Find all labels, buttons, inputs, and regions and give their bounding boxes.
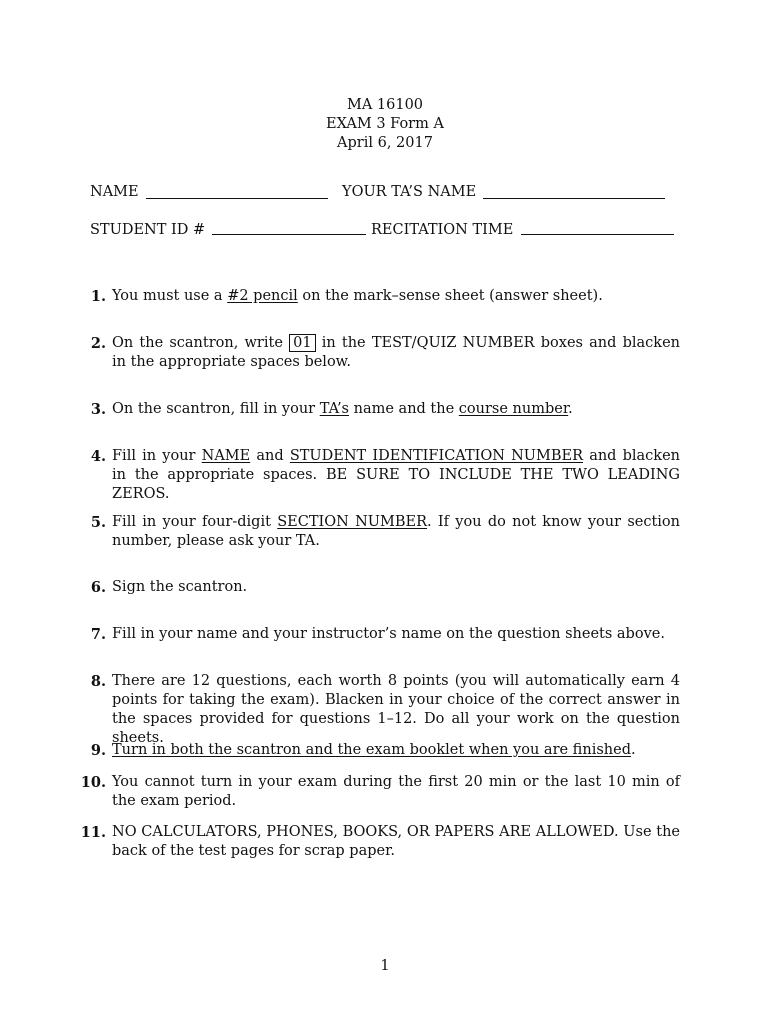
recitation-time-label: RECITATION TIME [371,222,514,238]
exam-cover-page: MA 16100 EXAM 3 Form A April 6, 2017 NAME YOUR TA’S NAME STUDENT ID # RECITATION TIME 1. You must use a #2 pencil on the mark–sense sheet (answer sheet). 2. On the scantron, write 01 in the TEST/QUIZ NUMBER boxes and blacken in the appropriate spaces below. 3. On the scantron, fill in your TA’s name and the course number. 4. Fill in your NAME and STUDENT IDENTIFICATION NUMBER and blacken in the appropriate spaces. BE SURE TO INCLUDE THE TWO LEADING ZEROS. 5. Fill in your four-digit SECTION NUMBER. If you do not know your section number, please ask your TA. 6. Sign the scantron. 7. Fill in your name and your instructor’s name on the question sheets above. 8. There are 12 questions, each worth 8 points (you will automatically earn 4 points for taking the exam). Blacken in your choice of the correct answer in the spaces provided for questions 1–12. Do all your work on the question sheets. 9. Turn in both the scantron and the exam booklet when you are finished. 10. You cannot turn in your exam during the first 20 min or the last 10 min of the exam period. 11. NO CALCULATORS, PHONES, BOOKS, OR PAPERS ARE ALLOWED. Use the back of the test pages for scrap paper. 1 [0,0,770,1024]
recitation-time-blank[interactable] [521,234,674,235]
test-number-box: 01 [289,334,315,352]
ta-name-blank[interactable] [483,198,665,199]
instruction-text: On the scantron, fill in your TA’s name and the course number. [112,401,573,417]
ta-name-label: YOUR TA’S NAME [342,184,477,200]
page-number: 1 [380,958,390,974]
instruction-text: Sign the scantron. [112,579,248,595]
exam-title: EXAM 3 Form A [326,116,444,132]
name-blank[interactable] [146,198,328,199]
instruction-text: NO CALCULATORS, PHONES, BOOKS, OR PAPERS ARE ALLOWED. Use the back of the test pages for scrap paper. [112,824,680,859]
exam-header [0,96,770,153]
course-title: MA 16100 [346,97,424,113]
pencil-emphasis: #2 pencil [227,288,298,304]
name-label: NAME [90,184,139,200]
instruction-text: Turn in both the scantron and the exam booklet when you are finished. [112,742,636,758]
exam-date: April 6, 2017 [337,135,433,151]
instruction-text: On the scantron, write 01 in the TEST/QUIZ NUMBER boxes and blacken in the appropriate spaces below. [112,335,680,370]
instruction-text: Fill in your NAME and STUDENT IDENTIFICATION NUMBER and blacken in the appropriate spaces. BE SURE TO INCLUDE THE TWO LEADING ZEROS. [112,448,681,502]
student-id-blank[interactable] [212,234,366,235]
instruction-text: You cannot turn in your exam during the first 20 min or the last 10 min of the exam period. [112,774,680,809]
instruction-text: There are 12 questions, each worth 8 points (you will automatically earn 4 points for taking the exam). Blacken in your choice of the correct answer in the spaces provided for questions 1–12. Do all your work on the question sheets. [112,673,680,746]
instruction-text: You must use a #2 pencil on the mark–sense sheet (answer sheet). [112,288,603,304]
instruction-text: Fill in your name and your instructor’s name on the question sheets above. [112,626,665,642]
instruction-text: Fill in your four-digit SECTION NUMBER. If you do not know your section number, please ask your TA. [112,514,681,549]
student-id-label: STUDENT ID # [90,222,206,238]
